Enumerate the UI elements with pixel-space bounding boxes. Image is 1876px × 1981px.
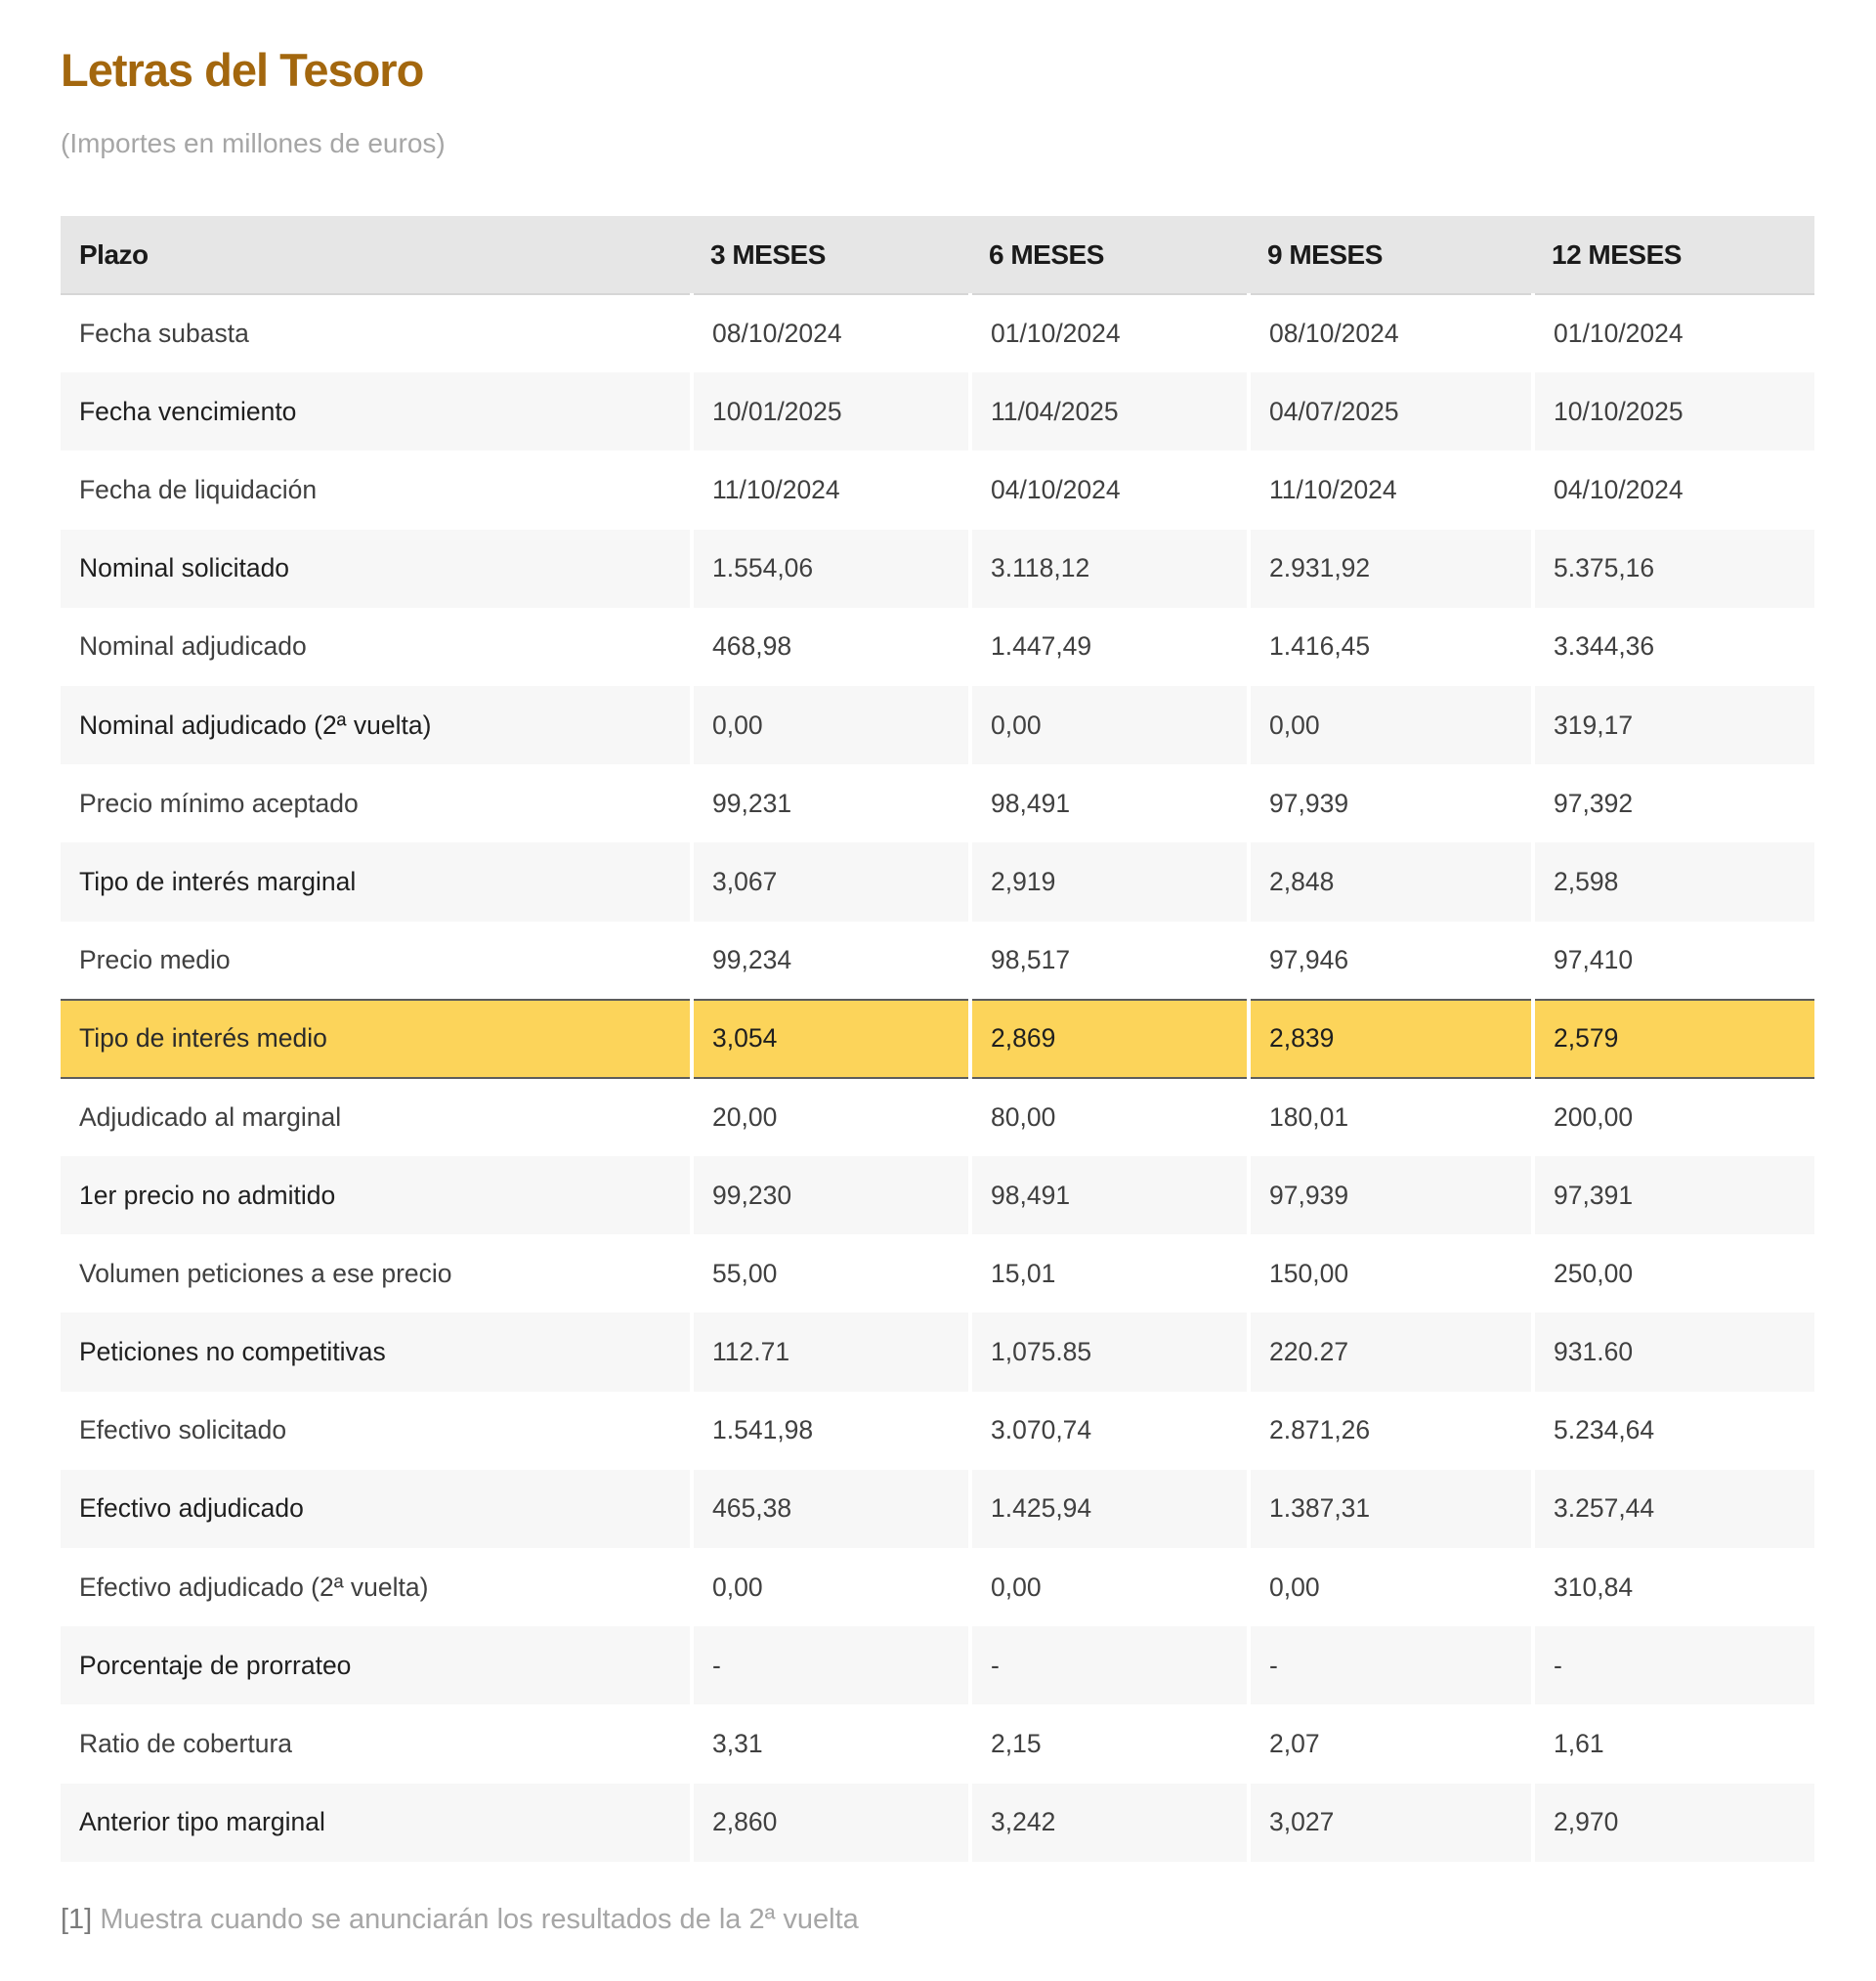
cell-value: 1.387,31 — [1249, 1470, 1533, 1548]
cell-value: 3.257,44 — [1533, 1470, 1814, 1548]
row-label: Precio medio — [61, 922, 692, 1000]
cell-value: 3.070,74 — [970, 1392, 1249, 1470]
table-row — [61, 451, 1814, 529]
cell-value: 0,00 — [1249, 1548, 1533, 1626]
footnote-ref: [1] — [61, 1904, 93, 1935]
cell-value: 97,392 — [1533, 764, 1814, 842]
table-row — [61, 1234, 1814, 1313]
cell-value: 01/10/2024 — [1533, 294, 1814, 372]
cell-value: 112.71 — [692, 1313, 970, 1391]
cell-value: 2,839 — [1249, 1000, 1533, 1078]
cell-value: - — [1533, 1626, 1814, 1704]
table-row — [61, 294, 1814, 372]
cell-value: - — [970, 1626, 1249, 1704]
cell-value: 2,919 — [970, 842, 1249, 921]
row-label: Nominal solicitado — [61, 530, 692, 608]
cell-value: 1.447,49 — [970, 608, 1249, 686]
cell-value: 220.27 — [1249, 1313, 1533, 1391]
cell-value: 1.425,94 — [970, 1470, 1249, 1548]
cell-value: 1,61 — [1533, 1704, 1814, 1783]
cell-value: 0,00 — [970, 686, 1249, 764]
cell-value: 3,242 — [970, 1784, 1249, 1862]
cell-value: 97,391 — [1533, 1156, 1814, 1234]
row-label: Efectivo adjudicado — [61, 1470, 692, 1548]
cell-value: 10/01/2025 — [692, 372, 970, 451]
cell-value: 0,00 — [692, 1548, 970, 1626]
cell-value: 11/10/2024 — [1249, 451, 1533, 529]
cell-value: 3.344,36 — [1533, 608, 1814, 686]
row-label: Fecha subasta — [61, 294, 692, 372]
row-label: Porcentaje de prorrateo — [61, 1626, 692, 1704]
table-header-row — [61, 216, 1814, 294]
row-label: Ratio de cobertura — [61, 1704, 692, 1783]
table-row — [61, 842, 1814, 921]
footnote — [61, 1904, 859, 1936]
cell-value: 0,00 — [692, 686, 970, 764]
row-label: Tipo de interés marginal — [61, 842, 692, 921]
cell-value: 1.541,98 — [692, 1392, 970, 1470]
row-label: Efectivo adjudicado (2ª vuelta) — [61, 1548, 692, 1626]
cell-value: 11/10/2024 — [692, 451, 970, 529]
cell-value: 319,17 — [1533, 686, 1814, 764]
row-label: 1er precio no admitido — [61, 1156, 692, 1234]
row-label: Precio mínimo aceptado — [61, 764, 692, 842]
row-label: Peticiones no competitivas — [61, 1313, 692, 1391]
cell-value: 150,00 — [1249, 1234, 1533, 1313]
row-label: Tipo de interés medio — [61, 1000, 692, 1078]
cell-value: 20,00 — [692, 1078, 970, 1156]
cell-value: 04/10/2024 — [970, 451, 1249, 529]
table-row — [61, 608, 1814, 686]
cell-value: 2,970 — [1533, 1784, 1814, 1862]
cell-value: 04/07/2025 — [1249, 372, 1533, 451]
cell-value: 98,517 — [970, 922, 1249, 1000]
cell-value: 97,946 — [1249, 922, 1533, 1000]
cell-value: 08/10/2024 — [1249, 294, 1533, 372]
cell-value: 15,01 — [970, 1234, 1249, 1313]
row-label: Adjudicado al marginal — [61, 1078, 692, 1156]
table-row — [61, 530, 1814, 608]
table-row — [61, 922, 1814, 1000]
cell-value: 2.931,92 — [1249, 530, 1533, 608]
row-label: Efectivo solicitado — [61, 1392, 692, 1470]
table-body — [61, 294, 1814, 1862]
cell-value: 99,234 — [692, 922, 970, 1000]
table-row — [61, 686, 1814, 764]
cell-value: 2,860 — [692, 1784, 970, 1862]
cell-value: 1,075.85 — [970, 1313, 1249, 1391]
cell-value: 2,848 — [1249, 842, 1533, 921]
table-row-highlighted — [61, 1000, 1814, 1078]
cell-value: 08/10/2024 — [692, 294, 970, 372]
cell-value: 98,491 — [970, 764, 1249, 842]
cell-value: 11/04/2025 — [970, 372, 1249, 451]
cell-value: 10/10/2025 — [1533, 372, 1814, 451]
cell-value: 3.118,12 — [970, 530, 1249, 608]
header-3-meses: 3 MESES — [692, 216, 970, 294]
cell-value: 310,84 — [1533, 1548, 1814, 1626]
cell-value: 99,230 — [692, 1156, 970, 1234]
row-label: Anterior tipo marginal — [61, 1784, 692, 1862]
cell-value: 468,98 — [692, 608, 970, 686]
cell-value: - — [692, 1626, 970, 1704]
header-plazo: Plazo — [61, 216, 692, 294]
cell-value: 0,00 — [1249, 686, 1533, 764]
cell-value: 0,00 — [970, 1548, 1249, 1626]
table-row — [61, 1470, 1814, 1548]
table-row — [61, 1626, 1814, 1704]
cell-value: 97,939 — [1249, 1156, 1533, 1234]
row-label: Nominal adjudicado (2ª vuelta) — [61, 686, 692, 764]
cell-value: 80,00 — [970, 1078, 1249, 1156]
table-row — [61, 1156, 1814, 1234]
cell-value: - — [1249, 1626, 1533, 1704]
footnote-text: Muestra cuando se anunciarán los resultados de la 2ª vuelta — [100, 1904, 859, 1935]
table-row — [61, 1078, 1814, 1156]
cell-value: 01/10/2024 — [970, 294, 1249, 372]
table-row — [61, 1548, 1814, 1626]
cell-value: 3,027 — [1249, 1784, 1533, 1862]
row-label: Volumen peticiones a ese precio — [61, 1234, 692, 1313]
cell-value: 3,067 — [692, 842, 970, 921]
cell-value: 5.375,16 — [1533, 530, 1814, 608]
page-title: Letras del Tesoro — [61, 44, 424, 96]
cell-value: 250,00 — [1533, 1234, 1814, 1313]
table-row — [61, 1313, 1814, 1391]
table-row — [61, 372, 1814, 451]
cell-value: 2,07 — [1249, 1704, 1533, 1783]
cell-value: 931.60 — [1533, 1313, 1814, 1391]
table-row — [61, 1392, 1814, 1470]
cell-value: 2.871,26 — [1249, 1392, 1533, 1470]
cell-value: 5.234,64 — [1533, 1392, 1814, 1470]
row-label: Nominal adjudicado — [61, 608, 692, 686]
table-row — [61, 764, 1814, 842]
cell-value: 1.416,45 — [1249, 608, 1533, 686]
cell-value: 3,31 — [692, 1704, 970, 1783]
table-row — [61, 1784, 1814, 1862]
header-6-meses: 6 MESES — [970, 216, 1249, 294]
page-subtitle: (Importes en millones de euros) — [61, 128, 446, 158]
cell-value: 2,579 — [1533, 1000, 1814, 1078]
auction-results-table — [61, 216, 1814, 1862]
cell-value: 97,410 — [1533, 922, 1814, 1000]
cell-value: 04/10/2024 — [1533, 451, 1814, 529]
cell-value: 2,869 — [970, 1000, 1249, 1078]
cell-value: 200,00 — [1533, 1078, 1814, 1156]
cell-value: 465,38 — [692, 1470, 970, 1548]
cell-value: 98,491 — [970, 1156, 1249, 1234]
table-row — [61, 1704, 1814, 1783]
row-label: Fecha de liquidación — [61, 451, 692, 529]
header-12-meses: 12 MESES — [1533, 216, 1814, 294]
cell-value: 2,598 — [1533, 842, 1814, 921]
cell-value: 97,939 — [1249, 764, 1533, 842]
cell-value: 3,054 — [692, 1000, 970, 1078]
header-9-meses: 9 MESES — [1249, 216, 1533, 294]
cell-value: 2,15 — [970, 1704, 1249, 1783]
row-label: Fecha vencimiento — [61, 372, 692, 451]
cell-value: 55,00 — [692, 1234, 970, 1313]
cell-value: 180,01 — [1249, 1078, 1533, 1156]
cell-value: 99,231 — [692, 764, 970, 842]
cell-value: 1.554,06 — [692, 530, 970, 608]
